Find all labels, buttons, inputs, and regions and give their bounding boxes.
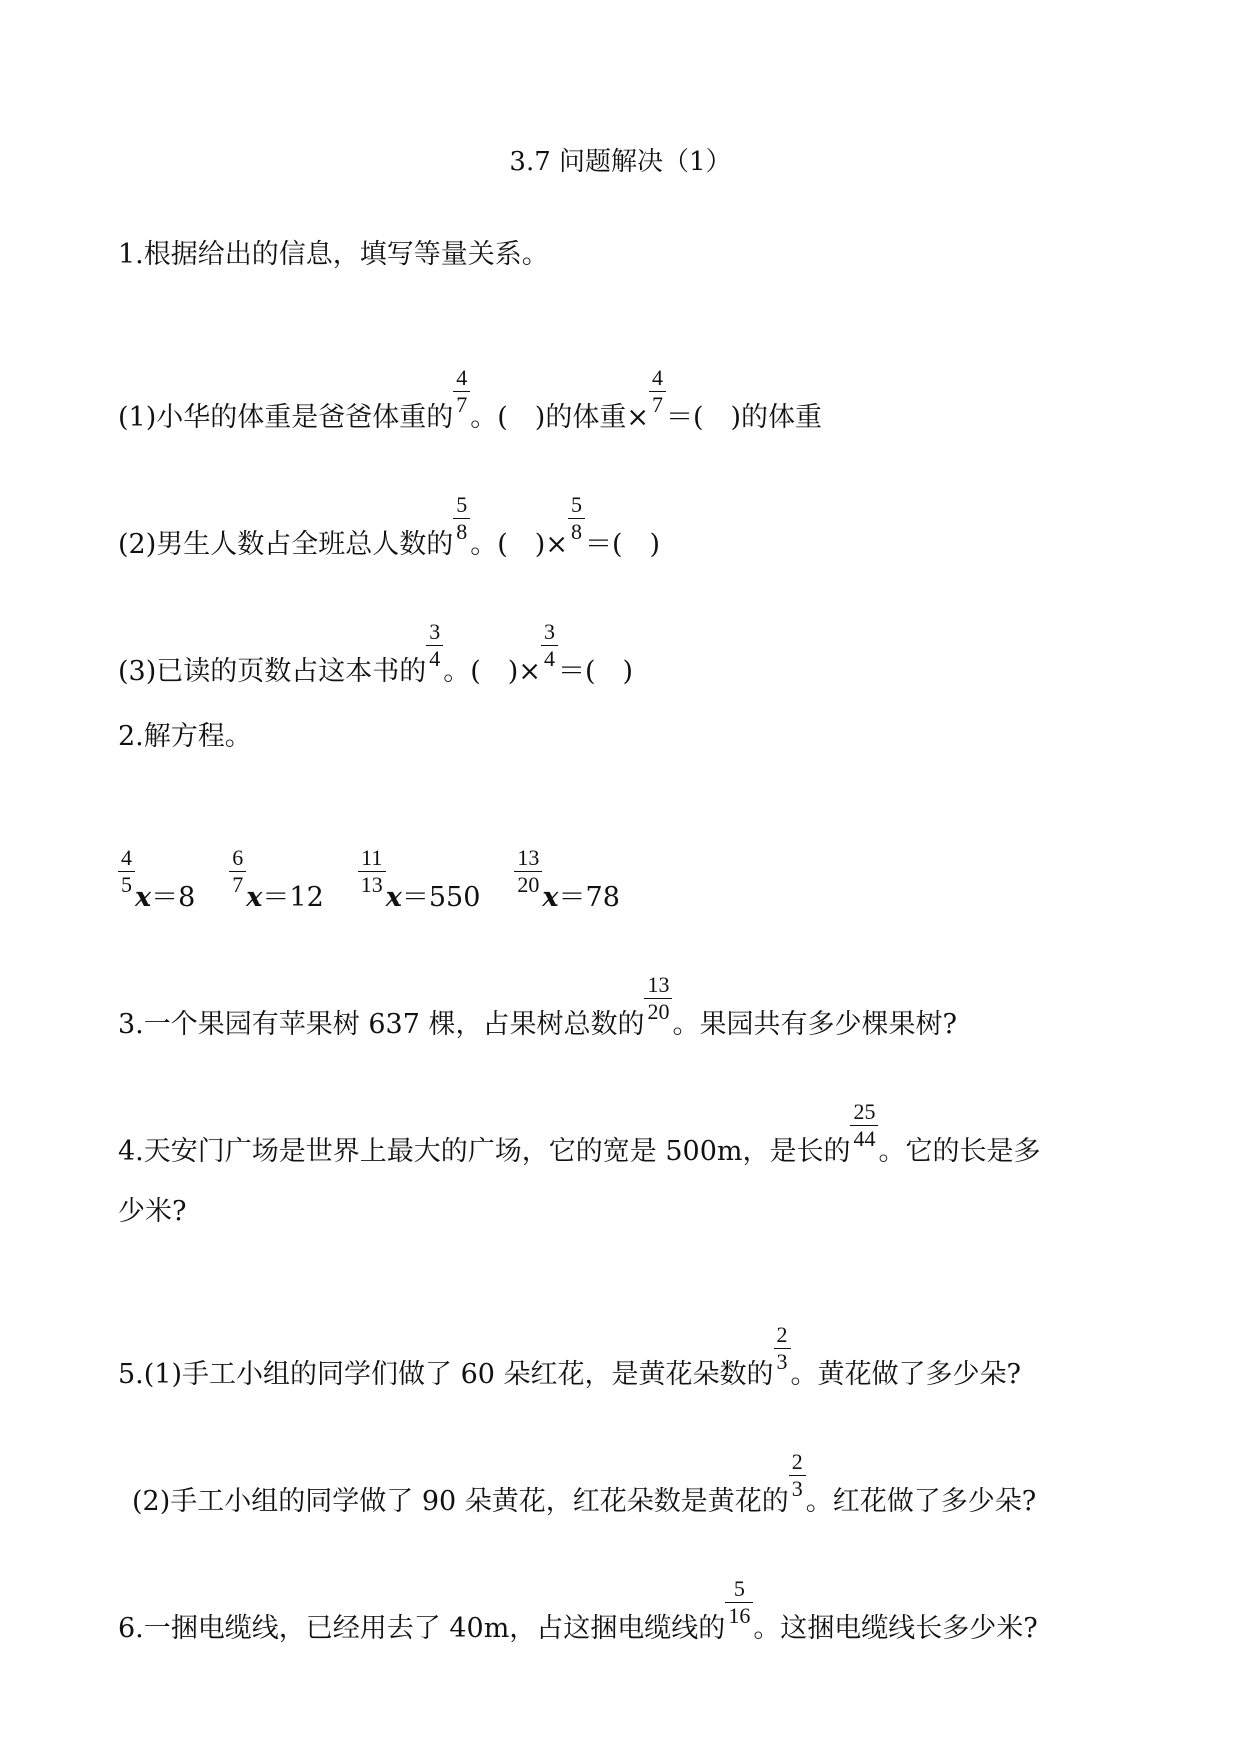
numerator: 13 [644, 972, 672, 999]
question-text: 5.(1)手工小组的同学们做了 60 朵红花，是黄花朵数的 [118, 1359, 774, 1390]
variable: x [542, 882, 559, 913]
fraction [541, 619, 558, 672]
question-text: 。它的长是多 [878, 1136, 1041, 1167]
question-text: (2)手工小组的同学做了 90 朵黄花，红花朵数是黄花的 [132, 1486, 789, 1517]
fraction [229, 845, 246, 898]
equation [358, 845, 481, 915]
fraction [358, 845, 386, 898]
numerator: 4 [649, 365, 666, 392]
equation-rhs: ＝12 [262, 882, 324, 913]
fraction [514, 845, 542, 898]
numerator: 2 [789, 1449, 806, 1476]
fraction [568, 492, 585, 545]
denominator: 3 [791, 1476, 803, 1501]
item-text: 。( )× [443, 656, 541, 687]
item-text: (1)小华的体重是爸爸体重的 [118, 402, 454, 433]
denominator: 4 [429, 646, 441, 671]
numerator: 5 [453, 492, 470, 519]
equation-rhs: ＝550 [401, 882, 481, 913]
numerator: 3 [541, 619, 558, 646]
numerator: 2 [774, 1322, 791, 1349]
question-text: 。这捆电缆线长多少米? [753, 1613, 1038, 1644]
question-text: 。黄花做了多少朵? [790, 1359, 1022, 1390]
fraction [649, 365, 666, 418]
question-4-line-2: 少米? [118, 1196, 187, 1227]
denominator: 16 [728, 1603, 751, 1628]
denominator: 7 [456, 392, 468, 417]
equation [229, 845, 323, 915]
question-1-item-2 [118, 492, 660, 562]
equation-rhs: ＝8 [151, 882, 196, 913]
denominator: 44 [853, 1126, 876, 1151]
question-2-equations [118, 845, 654, 915]
denominator: 7 [651, 392, 663, 417]
question-4 [118, 1099, 1040, 1169]
numerator: 11 [358, 845, 386, 872]
fraction [644, 972, 672, 1025]
equation [514, 845, 619, 915]
denominator: 4 [543, 646, 555, 671]
page-title: 3.7 问题解决（1） [509, 147, 732, 177]
question-5-part-2 [132, 1449, 1036, 1519]
question-text: 6.一捆电缆线，已经用去了 40m，占这捆电缆线的 [118, 1613, 726, 1644]
item-text: 。( )× [470, 529, 568, 560]
fraction [850, 1099, 878, 1152]
denominator: 8 [456, 519, 468, 544]
fraction [725, 1576, 753, 1629]
fraction [118, 845, 135, 898]
numerator: 4 [118, 845, 135, 872]
fraction [453, 365, 470, 418]
question-text: 4.天安门广场是世界上最大的广场，它的宽是 500m，是长的 [118, 1136, 851, 1167]
variable: x [385, 882, 402, 913]
numerator: 3 [426, 619, 443, 646]
denominator: 20 [517, 872, 540, 897]
denominator: 3 [776, 1349, 788, 1374]
denominator: 13 [360, 872, 383, 897]
item-text: ＝( ) [584, 529, 661, 560]
question-5-part-1 [118, 1322, 1021, 1392]
question-2-heading: 2.解方程。 [118, 721, 252, 752]
numerator: 5 [568, 492, 585, 519]
equation [118, 845, 195, 915]
question-text: 3.一个果园有苹果树 637 棵，占果树总数的 [118, 1009, 645, 1040]
variable: x [135, 882, 152, 913]
variable: x [246, 882, 263, 913]
fraction [453, 492, 470, 545]
denominator: 7 [232, 872, 244, 897]
question-3 [118, 972, 957, 1042]
question-1-item-1 [118, 365, 822, 435]
numerator: 6 [229, 845, 246, 872]
denominator: 20 [647, 999, 670, 1024]
question-1-heading: 1.根据给出的信息，填写等量关系。 [118, 239, 549, 270]
item-text: ＝( )的体重 [665, 402, 823, 433]
numerator: 13 [514, 845, 542, 872]
numerator: 4 [453, 365, 470, 392]
denominator: 5 [121, 872, 132, 897]
item-text: (2)男生人数占全班总人数的 [118, 529, 454, 560]
question-text: 。果园共有多少棵果树? [672, 1009, 957, 1040]
fraction [774, 1322, 791, 1375]
fraction [789, 1449, 806, 1502]
question-6 [118, 1576, 1038, 1646]
item-text: ＝( ) [557, 656, 634, 687]
item-text: 。( )的体重× [470, 402, 649, 433]
fraction [426, 619, 443, 672]
item-text: (3)已读的页数占这本书的 [118, 656, 427, 687]
equation-rhs: ＝78 [558, 882, 620, 913]
question-text: 。红花做了多少朵? [805, 1486, 1037, 1517]
numerator: 5 [725, 1576, 753, 1603]
numerator: 25 [850, 1099, 878, 1126]
denominator: 8 [570, 519, 582, 544]
question-1-item-3 [118, 619, 633, 689]
